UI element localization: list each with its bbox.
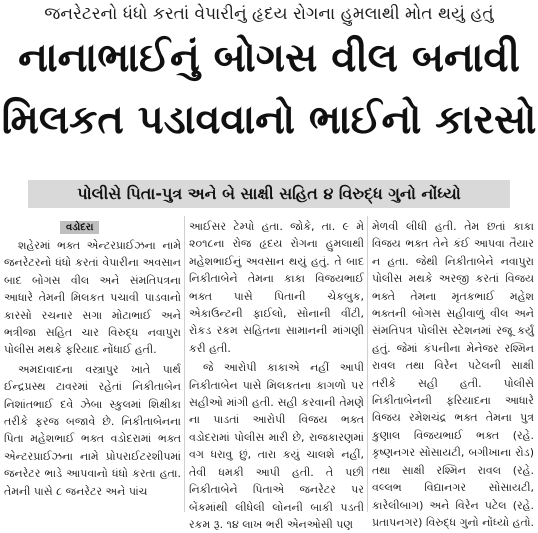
paragraph: મેળવી લીધી હતી. તેમ છતાં કાકા વિજય ભક્ત તેને કંઈ આપવા તૈયાર ન હતા. જેથી નિકીતાબેને નવાપુરા પોલીસ મથકે અરજી કરતાં વિજય ભક્તે તેમના મૃતકભાઈ મહેશ ભક્તની બોગસ સહીવાળું વીલ અને સંમતિપત્ર પોલીસ સ્ટેશનમાં રજૂ કર્યું હતું. જેમાં કંપનીના મેનેજર રશ્મિન રાવલ તથા વિરેન પટેલની સાક્ષી તરીકે સહી હતી. પોલીસે નિકીતાબેનની ફરિયાદના આધારે વિજય રમેશચંદ્ર ભક્ત તેમના પુત્ર કુણાલ વિજયભાઈ ભક્ત (રહે. કૃષ્ણનગર સોસાયટી, બગીખાના રોડ) તથા સાક્ષી રશ્મિન રાવલ (રહે. વલ્લભ વિદ્યાનગર સોસાયટી, કારેલીબાગ) અને વિરેન પટેલ (રહે. પ્રતાપનગર) વિરુદ્ધ ગુનો નોંધ્યો હતો. — [372, 220, 535, 529]
headline-line-2: મિલકત પડાવવાનો ભાઈનો કારસો — [1, 97, 537, 143]
paragraph: આઈસર ટેમ્પો હતા. જોકે, તા. ૯ મે ૨૦૧૮ના રોજ હૃદય રોગના હુમલાથી મહેશભાઈનું અવસાન થયું હતું. તે બાદ નિકીતાબેને તેમના કાકા વિજયભાઈ ભક્ત પાસે પિતાની ચેકબુક, એકાઉન્ટની ફાઈલો, સોનાની વીંટી, રોકડ રકમ સહિતના સામાનની માંગણી કરી હતી. — [189, 220, 364, 355]
article-column-3 — [372, 218, 535, 529]
column-divider — [184, 216, 185, 512]
strapline-banner: પોલીસે પિતા-પુત્ર અને બે સાક્ષી સહિત ૪ વિરુદ્ધ ગુનો નોંધ્યો — [28, 180, 510, 208]
paragraph: જે આરોપી કાકાએ નહીં આપી નિકીતાબેન પાસે મિલકતના કાગળો પર સહીઓ માંગી હતી. સહી કરવાની તેમણે ના પાડતાં આરોપી વિજય ભક્ત વડોદરામાં પોલીસ મારી છે, રાજકારણમાં વગ ધરાવુ છું, તારા કયું ચાલશે નહીં, તેવી ધમકી આપી હતી. તે પછી નિકીતાબેને પિતાએ જનરેટર પર બેંકમાંથી લીધેલી લોનની બાકી પડતી રકમ રૂ. ૧૪ લાખ ભરી એનઓસી પણ — [189, 361, 364, 531]
headline-line-1: નાનાભાઈનું બોગસ વીલ બનાવી — [18, 35, 520, 81]
article-column-2 — [189, 218, 364, 531]
article-column-1 — [4, 218, 181, 512]
dateline-tag: વડોદરા — [60, 221, 99, 234]
kicker-line: જનરેટરનો ધંધો કરતાં વેપારીનું હૃદય રોગના હુમલાથી મોત થયું હતું — [44, 4, 494, 24]
column-divider — [367, 216, 368, 512]
paragraph: અમદાવાદના વસ્ત્રાપુર ખાતે પાર્થ ઈન્દ્રપ્રસ્થ ટાવરમાં રહેતાં નિકીતાબેન નિશાંતભાઈ દવે ઝેબા સ્કુલમાં શિક્ષીકા તરીકે ફરજ બજાવે છે. નિકીતાબેનના પિતા મહેશભાઈ ભક્ત વડોદરામાં ભક્ત એન્ટરપ્રાઈઝના નામે પ્રોપરાઈટરશીપમાં જનરેટર ભાડે આપવાનો ધંધો કરતા હતા. તેમની પાસે ૮ જનરેટર અને પાંચ — [4, 362, 181, 498]
paragraph: શહેરમાં ભક્ત એન્ટરપ્રાઈઝના નામે જનરેટરનો ધંધો કરતાં વેપારીના અવસાન બાદ બોગસ વીલ અને સંમતિપત્રના આધારે તેમની મિલકત પચાવી પાડવાનો કારસો રચનાર સગા મોટાભાઈ અને ભત્રીજા સહિત ચાર વિરુદ્ધ નવાપુરા પોલીસ મથકે ફરિયાદ નોંધાઈ હતી. — [4, 239, 181, 357]
